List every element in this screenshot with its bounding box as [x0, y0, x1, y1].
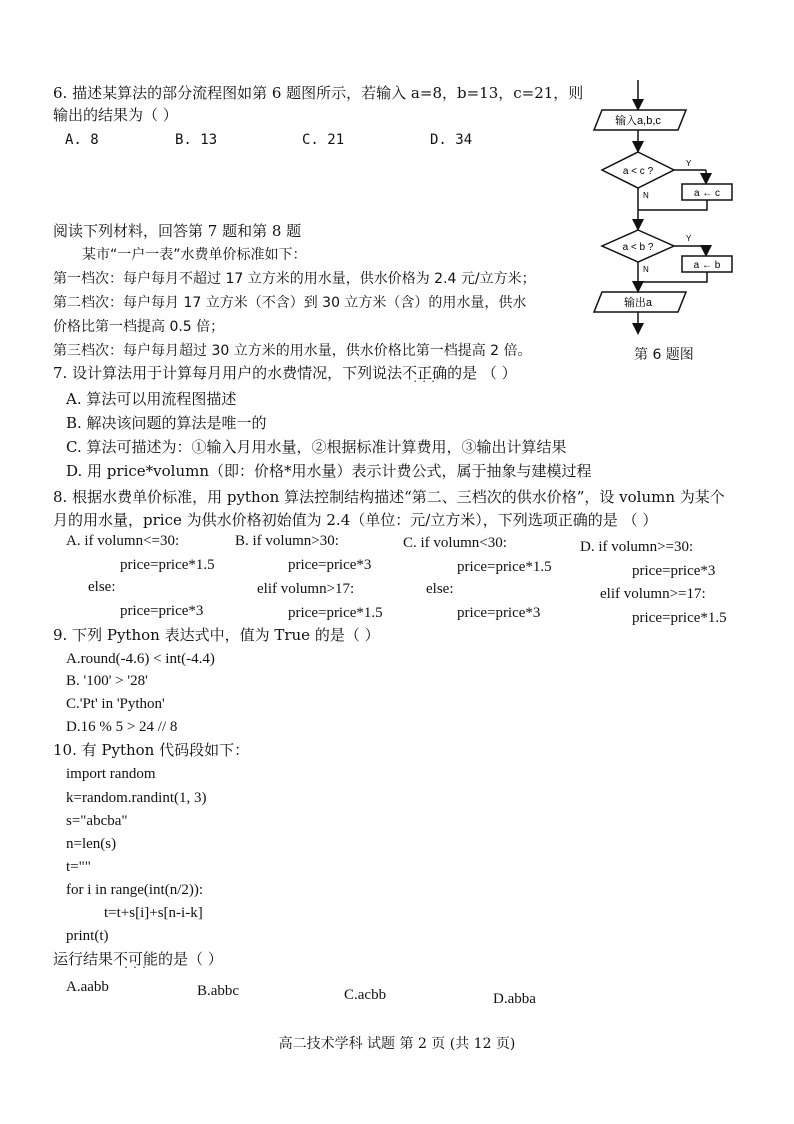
q10-option-c: C.acbb	[344, 987, 387, 1003]
flow-assign2-text: a ← b	[693, 260, 721, 271]
flow-no-1: N	[643, 191, 649, 200]
q8-c-line3: else:	[426, 581, 454, 597]
q8-c-line2: price=price*1.5	[457, 559, 552, 575]
q6-option-d: D. 34	[430, 132, 473, 148]
q8-b-line2: price=price*3	[288, 557, 372, 573]
material-line2: 第一档次：每户每月不超过 17 立方米的用水量，供水价格为 2.4 元/立方米；	[53, 271, 536, 287]
q10-code-line4: n=len(s)	[66, 836, 117, 852]
q8-d-line2: price=price*3	[632, 563, 716, 579]
flow-cond1-text: a < c ?	[622, 166, 654, 177]
flow-input-text: 输入a,b,c	[615, 115, 661, 127]
q8-c-line4: price=price*3	[457, 605, 541, 621]
q10-code-line1: import random	[66, 766, 156, 782]
material-line1: 某市“一户一表”水费单价标准如下：	[82, 247, 307, 263]
flow-no-2: N	[643, 265, 649, 274]
q10-option-a: A.aabb	[66, 979, 109, 995]
q10-code-line5: t=""	[66, 859, 91, 875]
q10-ask	[53, 950, 223, 968]
q7-stem	[53, 364, 517, 382]
q9-option-d: D.16 % 5 > 24 // 8	[66, 719, 178, 735]
q8-a-line1: A. if volumn<=30:	[66, 533, 180, 549]
flow-yes-1: Y	[686, 159, 692, 168]
q8-stem-line2: 月的用水量，price 为供水价格初始值为 2.4（单位：元/立方米），下列选项正确的是 （ ）	[53, 511, 658, 529]
q10-code-line3: s="abcba"	[66, 813, 128, 829]
q8-b-line4: price=price*1.5	[288, 605, 383, 621]
material-line3: 第二档次：每户每月 17 立方米（不含）到 30 立方米（含）的用水量，供水	[53, 295, 527, 311]
q8-stem-line1: 8. 根据水费单价标准，用 python 算法控制结构描述“第二、三档次的供水价格”，设 volumn 为某个	[53, 488, 725, 506]
q8-b-line1: B. if volumn>30:	[235, 533, 339, 549]
flowchart-q6	[590, 80, 740, 335]
q9-option-b: B. '100' > '28'	[66, 673, 148, 689]
q6-option-b: B. 13	[175, 132, 218, 148]
q9-stem: 9. 下列 Python 表达式中，值为 True 的是（ ）	[53, 626, 380, 644]
material-line4: 价格比第一档提高 0.5 倍；	[53, 319, 225, 335]
q7-option-a: A. 算法可以用流程图描述	[66, 390, 237, 408]
q7-stem-emph: 不正确 · · ·	[402, 364, 447, 382]
q7-stem-b: 的是 （ ）	[447, 364, 517, 382]
flow-output-text: 输出a	[623, 297, 653, 309]
q10-ask-a: 运行结果	[53, 950, 114, 968]
q8-c-line1: C. if volumn<30:	[403, 535, 507, 551]
q10-code-line6: for i in range(int(n/2)):	[66, 882, 204, 898]
q10-code-line2: k=random.randint(1, 3)	[66, 790, 207, 806]
q7-option-d: D. 用 price*volumn（即：价格*用水量）表示计费公式，属于抽象与建模过程	[66, 462, 592, 480]
q8-a-line3: else:	[88, 579, 116, 595]
material-line5: 第三档次：每户每月超过 30 立方米的用水量，供水价格比第一档提高 2 倍。	[53, 343, 532, 359]
flow-assign1-text: a ← c	[693, 188, 721, 199]
flow-yes-2: Y	[686, 234, 692, 243]
q8-d-line1: D. if volumn>=30:	[580, 539, 694, 555]
q8-a-line2: price=price*1.5	[120, 557, 215, 573]
q6-option-a: A. 8	[65, 132, 99, 148]
q6-option-c: C. 21	[302, 132, 345, 148]
q9-option-c: C.'Pt' in 'Python'	[66, 696, 165, 712]
q8-d-line3: elif volumn>=17:	[600, 586, 706, 602]
page-footer: 高二技术学科 试题 第 2 页 (共 12 页)	[278, 1036, 516, 1052]
flowchart-caption: 第 6 题图	[634, 347, 694, 363]
material-intro: 阅读下列材料，回答第 7 题和第 8 题	[53, 222, 302, 240]
q9-option-a: A.round(-4.6) < int(-4.4)	[66, 651, 215, 667]
q10-stem: 10. 有 Python 代码段如下：	[53, 741, 250, 759]
q10-ask-emph: 不可能 · · ·	[113, 950, 158, 968]
q6-stem-line2: 输出的结果为（ ）	[53, 106, 178, 124]
q6-stem-line1: 6. 描述某算法的部分流程图如第 6 题图所示，若输入 a=8，b=13，c=21，则	[53, 84, 584, 102]
q8-b-line3: elif volumn>17:	[257, 581, 355, 597]
q7-option-c: C. 算法可描述为：①输入月用水量，②根据标准计算费用，③输出计算结果	[66, 438, 567, 456]
q10-code-line7: t=t+s[i]+s[n-i-k]	[104, 905, 203, 921]
q8-d-line4: price=price*1.5	[632, 610, 727, 626]
flow-cond2-text: a < b ?	[622, 242, 654, 253]
q10-option-b: B.abbc	[197, 983, 240, 999]
q10-ask-b: 的是（ ）	[158, 950, 223, 968]
q7-option-b: B. 解决该问题的算法是唯一的	[66, 414, 267, 432]
q7-stem-a: 7. 设计算法用于计算每月用户的水费情况，下列说法	[53, 364, 403, 382]
q8-a-line4: price=price*3	[120, 603, 204, 619]
q10-code-line8: print(t)	[66, 928, 109, 944]
q10-option-d: D.abba	[493, 991, 536, 1007]
